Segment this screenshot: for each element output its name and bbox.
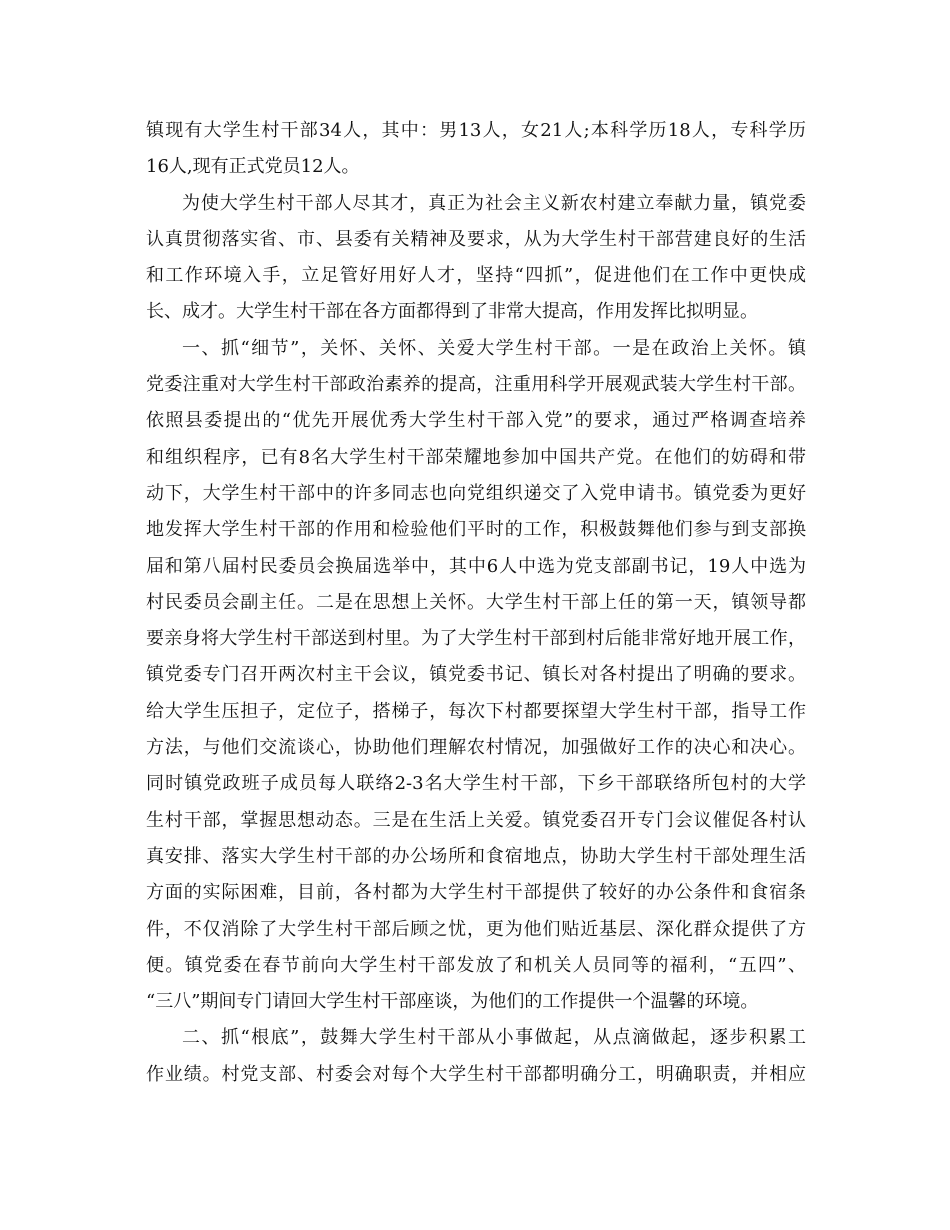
text-line: 党委注重对大学生村干部政治素养的提高，注重用科学开展观武装大学生村干部。: [146, 374, 806, 396]
text-line: 方法，与他们交流谈心，协助他们理解农村情况，加强做好工作的决心和决心。: [146, 737, 806, 759]
text-line: 动下，大学生村干部中的许多同志也向党组织递交了入党申请书。镇党委为更好: [146, 482, 806, 504]
text-line: 长、成才。大学生村干部在各方面都得到了非常大提高，作用发挥比拟明显。: [146, 301, 758, 323]
text-line: 方面的实际困难，目前，各村都为大学生村干部提供了较好的办公条件和食宿条: [146, 882, 806, 904]
body-text: [146, 113, 806, 1093]
text-line: 同时镇党政班子成员每人联络2-3名大学生村干部，下乡干部联络所包村的大学: [146, 773, 806, 795]
text-line: 和组织程序，已有8名大学生村干部荣耀地参加中国共产党。在他们的妨碍和带: [146, 446, 806, 468]
text-line: 认真贯彻落实省、市、县委有关精神及要求，从为大学生村干部营建良好的生活: [146, 228, 806, 250]
paragraph-first-line: 为使大学生村干部人尽其才，真正为社会主义新农村建立奉献力量，镇党委: [182, 192, 806, 214]
text-line: 村民委员会副主任。二是在思想上关怀。大学生村干部上任的第一天，镇领导都: [146, 591, 806, 613]
text-line: 便。镇党委在春节前向大学生村干部发放了和机关人员同等的福利，“五四”、: [146, 954, 806, 976]
text-line: 要亲身将大学生村干部送到村里。为了大学生村干部到村后能非常好地开展工作，: [146, 628, 806, 650]
text-line: 作业绩。村党支部、村委会对每个大学生村干部都明确分工，明确职责，并相应: [146, 1063, 806, 1085]
text-line: 依照县委提出的“优先开展优秀大学生村干部入党”的要求，通过严格调查培养: [146, 410, 806, 432]
text-line: 给大学生压担子，定位子，搭梯子，每次下村都要探望大学生村干部，指导工作: [146, 700, 806, 722]
text-line: 和工作环境入手，立足管好用好人才，坚持“四抓”，促进他们在工作中更快成: [146, 265, 806, 287]
text-line: 生村干部，掌握思想动态。三是在生活上关爱。镇党委召开专门会议催促各村认: [146, 809, 806, 831]
text-line: 届和第八届村民委员会换届选举中，其中6人中选为党支部副书记，19人中选为: [146, 555, 806, 577]
text-line: 16人,现有正式党员12人。: [146, 156, 360, 178]
text-line: 地发挥大学生村干部的作用和检验他们平时的工作，积极鼓舞他们参与到支部换: [146, 519, 806, 541]
text-line: “三八”期间专门请回大学生村干部座谈，为他们的工作提供一个温馨的环境。: [146, 991, 759, 1013]
paragraph-first-line: 二、抓“根底”，鼓舞大学生村干部从小事做起，从点滴做起，逐步积累工: [182, 1027, 806, 1049]
text-line: 镇党委专门召开两次村主干会议，镇党委书记、镇长对各村提出了明确的要求。: [146, 664, 806, 686]
paragraph-first-line: 一、抓“细节”，关怀、关怀、关爱大学生村干部。一是在政治上关怀。镇: [182, 337, 806, 359]
text-line: 件，不仅消除了大学生村干部后顾之忧，更为他们贴近基层、深化群众提供了方: [146, 918, 806, 940]
text-line: 镇现有大学生村干部34人，其中：男13人，女21人;本科学历18人，专科学历: [146, 120, 806, 141]
text-line: 真安排、落实大学生村干部的办公场所和食宿地点，协助大学生村干部处理生活: [146, 845, 806, 867]
